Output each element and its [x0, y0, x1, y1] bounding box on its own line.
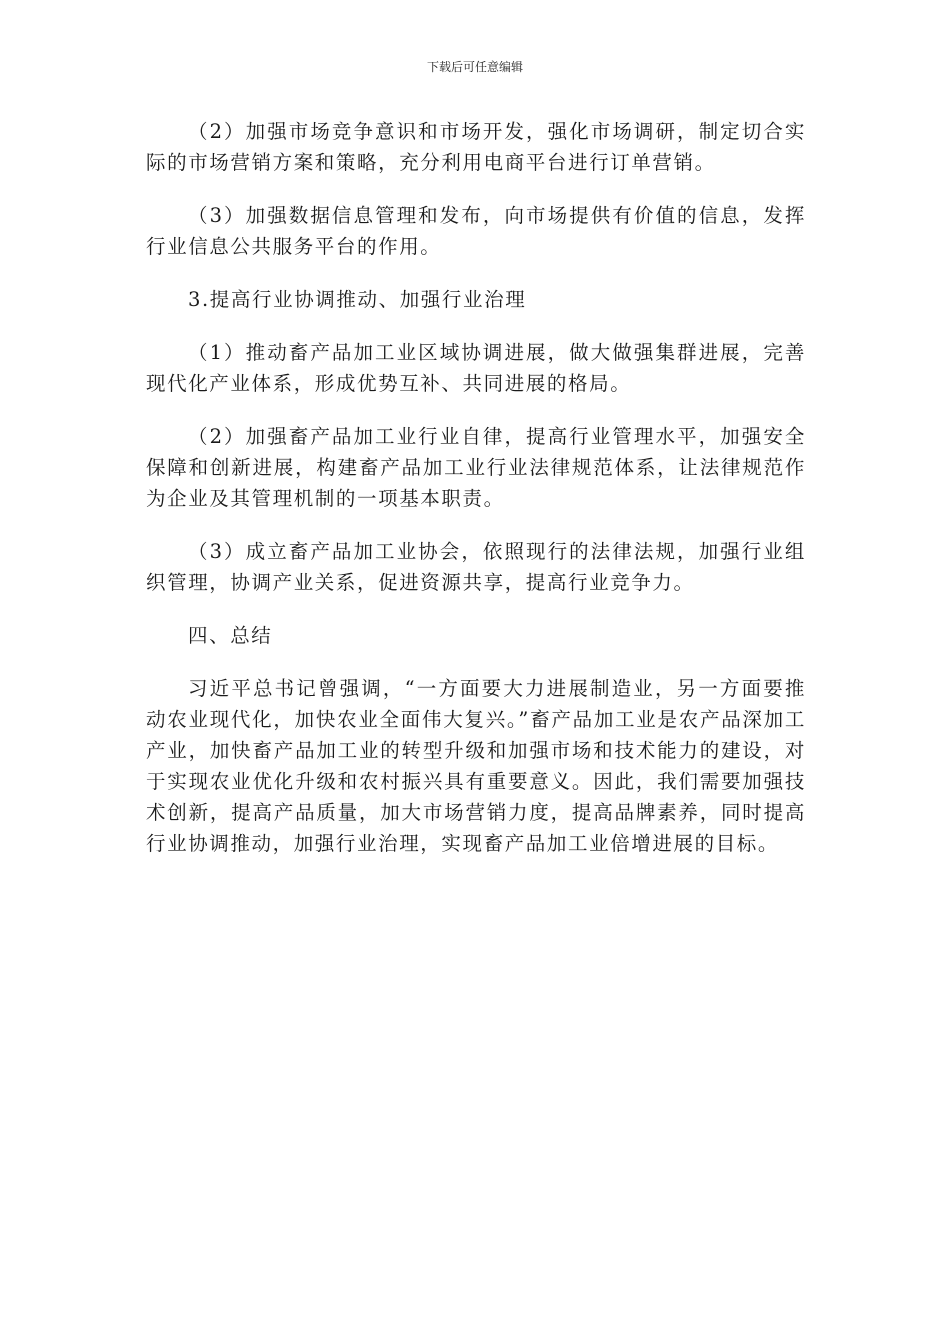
paragraph-gap	[146, 399, 806, 421]
section-heading-coordination: 3.提高行业协调推动、加强行业治理	[188, 288, 527, 311]
paragraph-summary: 习近平总书记曾强调，“一方面要大力进展制造业，另一方面要推动农业现代化，加快农业全面伟大复兴。”畜产品加工业是农产品深加工产业，加快畜产品加工业的转型升级和加强市场和技术能力的建设，对于实现农业优化升级和农村振兴具有重要意义。因此，我们需要加强技术创新，提高产品质量，加大市场营销力度，提高品牌素养，同时提高行业协调推动，加强行业治理，实现畜产品加工业倍增进展的目标。	[146, 677, 806, 855]
paragraph-regional-coordination: （1）推动畜产品加工业区域协调进展，做大做强集群进展，完善现代化产业体系，形成优势互补、共同进展的格局。	[146, 341, 806, 395]
paragraph-gap	[146, 262, 806, 284]
paragraph-gap	[146, 315, 806, 337]
document-body	[146, 116, 806, 859]
header-note: 下载后可任意编辑	[426, 60, 523, 74]
paragraph-market-competition: （2）加强市场竞争意识和市场开发，强化市场调研，制定切合实际的市场营销方案和策略，充分利用电商平台进行订单营销。	[146, 120, 806, 174]
paragraph-industry-association: （3）成立畜产品加工业协会，依照现行的法律法规，加强行业组织管理，协调产业关系，促进资源共享，提高行业竞争力。	[146, 540, 806, 594]
paragraph-industry-self-discipline: （2）加强畜产品加工业行业自律，提高行业管理水平，加强安全保障和创新进展，构建畜产品加工业行业法律规范体系，让法律规范作为企业及其管理机制的一项基本职责。	[146, 425, 806, 510]
paragraph-gap	[146, 514, 806, 536]
paragraph-data-information: （3）加强数据信息管理和发布，向市场提供有价值的信息，发挥行业信息公共服务平台的作用。	[146, 204, 806, 258]
section-heading-summary: 四、总结	[188, 624, 273, 647]
paragraph-gap	[146, 598, 806, 620]
paragraph-gap	[146, 651, 806, 673]
paragraph-gap	[146, 178, 806, 200]
